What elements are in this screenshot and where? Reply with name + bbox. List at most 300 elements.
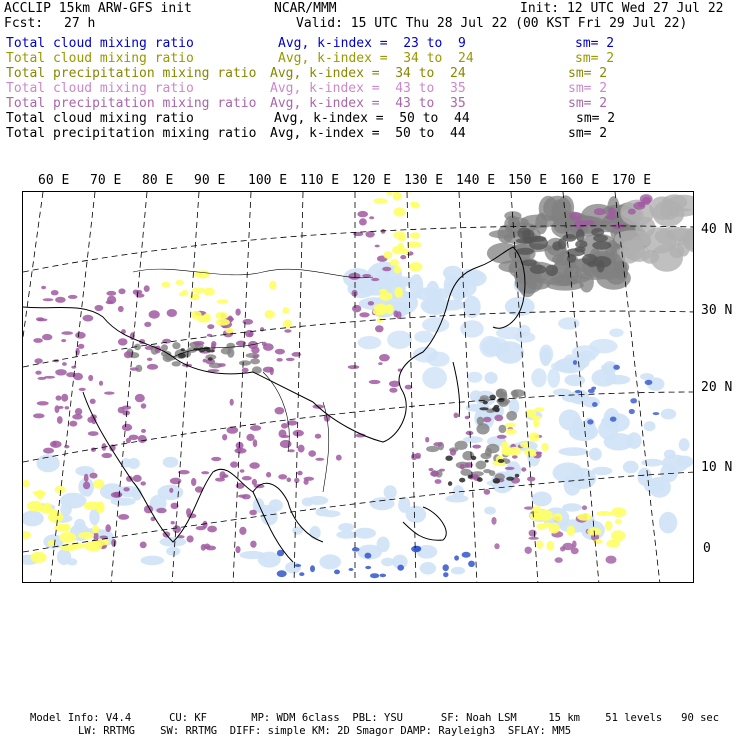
purple-precip-blob <box>122 406 131 410</box>
purple-precip-blob <box>435 479 442 484</box>
purple-precip-blob <box>400 255 406 259</box>
purple-precip-blob <box>118 288 125 294</box>
purple-precip-blob <box>106 291 116 296</box>
purple-precip-blob <box>173 525 181 533</box>
purple-precip-blob <box>297 471 303 476</box>
purple-precip-blob <box>460 464 465 470</box>
purple-precip-blob <box>348 365 360 369</box>
light-cloud-blob <box>23 511 44 527</box>
light-cloud-blob <box>381 558 394 567</box>
purple-precip-blob <box>51 290 59 295</box>
purple-precip-blob <box>102 453 113 458</box>
purple-precip-blob <box>141 429 146 433</box>
purple-precip-blob <box>122 424 132 431</box>
light-cloud-blob <box>166 547 180 556</box>
yellow-cloud-blob <box>216 319 230 326</box>
purple-precip-blob <box>249 510 257 516</box>
blue-cloud-blob <box>629 409 635 414</box>
purple-precip-blob <box>286 358 295 361</box>
blue-cloud-blob <box>587 419 593 424</box>
light-cloud-blob <box>384 485 397 499</box>
yellow-cloud-blob <box>394 266 402 274</box>
purple-precip-blob <box>141 403 147 408</box>
model-info-line2: LW: RRTMG SW: RRTMG DIFF: simple KM: 2D Smagor DAMP: Rayleigh3 SFLAY: MM5 <box>78 725 572 737</box>
yellow-cloud-blob <box>390 259 399 266</box>
longitude-label: 150 E <box>508 173 548 188</box>
field-name: Total precipitation mixing ratio <box>6 96 257 111</box>
gray-cloud-blob <box>239 360 251 365</box>
light-cloud-blob <box>531 368 547 387</box>
light-cloud-blob <box>484 507 496 515</box>
purple-precip-blob <box>55 405 60 413</box>
yellow-cloud-blob <box>373 308 387 315</box>
light-cloud-blob <box>627 432 642 449</box>
purple-precip-blob <box>204 544 211 550</box>
convective-core <box>208 357 213 361</box>
blue-cloud-blob <box>365 566 371 569</box>
purple-precip-blob <box>118 514 129 520</box>
purple-precip-blob <box>606 556 617 564</box>
purple-precip-blob <box>88 431 99 436</box>
light-cloud-blob <box>338 523 354 532</box>
light-cloud-blob <box>414 331 433 343</box>
purple-precip-blob <box>555 557 563 563</box>
purple-precip-blob <box>521 467 526 471</box>
purple-precip-blob <box>308 450 316 457</box>
field-sm: sm= 2 <box>575 36 615 51</box>
yellow-cloud-blob <box>501 448 514 455</box>
purple-precip-blob <box>33 413 45 418</box>
purple-precip-blob <box>91 448 96 452</box>
purple-precip-blob <box>84 474 89 482</box>
light-cloud-blob <box>67 558 77 565</box>
blue-cloud-blob <box>630 398 637 403</box>
purple-precip-blob <box>594 208 606 215</box>
gray-cloud-blob <box>516 248 534 255</box>
convective-core <box>181 348 185 351</box>
light-cloud-blob <box>559 447 589 456</box>
yellow-cloud-blob <box>393 192 402 201</box>
blue-cloud-blob <box>352 547 360 551</box>
gray-cloud-blob <box>476 461 487 470</box>
gray-cloud-blob <box>546 265 558 276</box>
light-cloud-blob <box>505 297 535 316</box>
yellow-cloud-blob <box>265 310 275 319</box>
gray-cloud-blob <box>660 200 679 220</box>
blue-cloud-blob <box>370 573 379 578</box>
purple-precip-blob <box>75 332 86 339</box>
purple-precip-blob <box>136 293 145 297</box>
yellow-cloud-blob <box>225 328 234 333</box>
purple-precip-blob <box>369 380 381 384</box>
blue-cloud-blob <box>613 365 620 370</box>
light-cloud-blob <box>141 556 165 566</box>
light-cloud-blob <box>676 456 693 468</box>
blue-cloud-blob <box>397 565 404 571</box>
light-cloud-blob <box>422 367 447 389</box>
gray-cloud-blob <box>669 244 684 258</box>
blue-cloud-blob <box>310 565 315 572</box>
light-cloud-blob <box>445 495 468 503</box>
yellow-cloud-blob <box>505 423 516 428</box>
longitude-line <box>172 192 199 583</box>
light-cloud-blob <box>463 436 483 443</box>
light-cloud-blob <box>592 467 613 475</box>
longitude-line <box>233 192 251 583</box>
purple-precip-blob <box>628 209 636 215</box>
purple-precip-blob <box>122 410 130 415</box>
light-cloud-blob <box>558 317 579 329</box>
light-cloud-blob <box>661 409 676 420</box>
gray-cloud-blob <box>221 348 232 355</box>
yellow-cloud-blob <box>596 511 612 516</box>
field-name: Total cloud mixing ratio <box>6 111 194 126</box>
blue-cloud-blob <box>380 574 387 578</box>
purple-precip-blob <box>242 494 251 499</box>
purple-precip-blob <box>123 487 129 491</box>
purple-precip-blob <box>203 359 207 363</box>
purple-precip-blob <box>454 413 459 419</box>
purple-precip-blob <box>287 478 292 483</box>
purple-precip-blob <box>124 351 133 358</box>
light-cloud-blob <box>532 492 552 507</box>
yellow-cloud-blob <box>531 416 541 421</box>
purple-precip-blob <box>41 286 46 290</box>
purple-precip-blob <box>135 394 145 402</box>
purple-precip-blob <box>68 295 78 299</box>
country-border <box>133 269 373 278</box>
purple-precip-blob <box>235 546 240 553</box>
convective-core <box>459 478 465 483</box>
gray-cloud-blob <box>172 361 181 366</box>
light-cloud-blob <box>302 497 314 506</box>
light-cloud-blob <box>434 300 466 311</box>
purple-precip-blob <box>640 194 653 204</box>
purple-precip-blob <box>78 344 85 349</box>
yellow-cloud-blob <box>93 479 104 489</box>
purple-precip-blob <box>83 482 90 490</box>
field-avg: Avg, k-index = 23 to 9 <box>278 36 466 51</box>
field-avg: Avg, k-index = 43 to 35 <box>270 96 466 111</box>
yellow-cloud-blob <box>217 299 229 303</box>
purple-precip-blob <box>527 477 535 482</box>
gray-cloud-blob <box>552 241 561 250</box>
longitude-label: 120 E <box>352 173 392 188</box>
purple-precip-blob <box>571 547 579 554</box>
purple-precip-blob <box>218 363 226 367</box>
purple-precip-blob <box>494 415 503 422</box>
purple-precip-blob <box>43 448 54 454</box>
purple-precip-blob <box>239 527 246 535</box>
yellow-cloud-blob <box>203 288 215 296</box>
purple-precip-blob <box>144 322 151 327</box>
valid-time: Valid: 15 UTC Thu 28 Jul 22 (00 KST Fri 29 Jul 22) <box>296 16 688 31</box>
light-cloud-blob <box>358 336 382 349</box>
purple-precip-blob <box>71 366 76 369</box>
purple-precip-blob <box>33 338 43 343</box>
yellow-cloud-blob <box>529 432 539 441</box>
light-cloud-blob <box>644 421 656 431</box>
yellow-cloud-blob <box>577 513 591 521</box>
yellow-cloud-blob <box>505 429 516 435</box>
purple-precip-blob <box>484 489 491 495</box>
light-cloud-blob <box>569 423 598 441</box>
yellow-cloud-blob <box>409 262 422 272</box>
latitude-label: 40 N <box>701 222 733 237</box>
blue-cloud-blob <box>299 572 304 576</box>
gray-cloud-blob <box>485 448 492 457</box>
purple-precip-blob <box>284 329 291 332</box>
convective-core <box>485 460 489 463</box>
field-name: Total precipitation mixing ratio <box>6 66 257 81</box>
yellow-cloud-blob <box>62 524 71 531</box>
purple-precip-blob <box>207 324 214 329</box>
purple-precip-blob <box>415 453 421 458</box>
purple-precip-blob <box>201 471 209 474</box>
yellow-cloud-blob <box>175 280 184 285</box>
light-cloud-blob <box>518 325 531 336</box>
purple-precip-blob <box>315 458 324 461</box>
purple-precip-blob <box>187 535 194 542</box>
yellow-cloud-blob <box>553 513 562 522</box>
purple-precip-blob <box>396 311 402 319</box>
longitude-label: 90 E <box>194 173 226 188</box>
field-sm: sm= 2 <box>568 126 608 141</box>
purple-precip-blob <box>235 309 240 316</box>
longitude-label: 70 E <box>90 173 122 188</box>
yellow-cloud-blob <box>534 407 544 412</box>
convective-core <box>506 477 514 481</box>
light-cloud-blob <box>460 320 484 337</box>
purple-precip-blob <box>371 278 379 281</box>
yellow-cloud-blob <box>383 251 392 258</box>
gray-cloud-blob <box>455 441 468 450</box>
blue-cloud-blob <box>588 389 595 393</box>
purple-precip-blob <box>95 305 104 311</box>
init-time: Init: 12 UTC Wed 27 Jul 22 <box>520 1 724 16</box>
light-cloud-blob <box>598 420 618 440</box>
purple-precip-blob <box>430 471 439 477</box>
field-sm: sm= 2 <box>575 51 615 66</box>
light-cloud-blob <box>285 562 301 574</box>
longitude-label: 100 E <box>248 173 288 188</box>
longitude-line <box>111 192 147 583</box>
purple-precip-blob <box>525 547 532 554</box>
gray-cloud-blob <box>591 228 604 236</box>
light-cloud-blob <box>422 317 449 332</box>
purple-precip-blob <box>62 362 67 366</box>
purple-precip-blob <box>133 475 142 482</box>
purple-precip-blob <box>483 417 491 423</box>
light-cloud-blob <box>641 459 663 467</box>
convective-core <box>468 475 472 479</box>
purple-precip-blob <box>64 445 69 448</box>
purple-precip-blob <box>35 371 41 375</box>
longitude-line <box>50 192 95 583</box>
yellow-cloud-blob <box>373 198 387 204</box>
light-cloud-blob <box>467 372 482 383</box>
yellow-cloud-blob <box>546 541 554 551</box>
yellow-cloud-blob <box>536 540 543 548</box>
blue-cloud-blob <box>413 546 421 552</box>
purple-precip-blob <box>118 306 124 312</box>
purple-precip-blob <box>246 434 254 441</box>
convective-core <box>498 459 505 463</box>
gray-cloud-blob <box>635 217 655 238</box>
field-sm: sm= 2 <box>576 111 616 126</box>
purple-precip-blob <box>359 218 367 225</box>
field-sm: sm= 2 <box>568 81 608 96</box>
purple-precip-blob <box>472 445 481 449</box>
yellow-cloud-blob <box>23 531 31 539</box>
purple-precip-blob <box>389 388 397 393</box>
purple-precip-blob <box>113 492 122 498</box>
yellow-cloud-blob <box>394 207 406 216</box>
gray-cloud-blob <box>499 425 507 433</box>
purple-precip-blob <box>167 309 177 317</box>
purple-precip-blob <box>61 394 68 402</box>
purple-precip-blob <box>140 481 146 485</box>
gray-cloud-blob <box>476 423 489 434</box>
purple-precip-blob <box>389 381 400 387</box>
light-cloud-blob <box>565 374 586 386</box>
light-cloud-blob <box>679 438 690 451</box>
purple-precip-blob <box>37 401 49 405</box>
yellow-cloud-blob <box>91 539 109 546</box>
gray-cloud-blob <box>498 225 514 244</box>
purple-precip-blob <box>149 310 160 318</box>
purple-precip-blob <box>55 369 67 375</box>
purple-precip-blob <box>582 505 587 510</box>
light-cloud-blob <box>451 567 465 575</box>
purple-precip-blob <box>365 231 374 238</box>
yellow-cloud-blob <box>392 246 405 255</box>
light-cloud-blob <box>479 336 500 358</box>
convective-core <box>198 347 205 352</box>
fcst-value: 27 h <box>64 16 96 31</box>
field-avg: Avg, k-index = 34 to 24 <box>270 66 466 81</box>
longitude-label: 60 E <box>38 173 70 188</box>
purple-precip-blob <box>169 488 173 493</box>
yellow-cloud-blob <box>30 552 46 563</box>
purple-precip-blob <box>79 388 86 391</box>
purple-precip-blob <box>465 416 470 419</box>
convective-core <box>515 474 519 478</box>
longitude-label: 130 E <box>404 173 444 188</box>
yellow-cloud-blob <box>386 192 392 196</box>
blue-cloud-blob <box>334 570 340 575</box>
longitude-label: 140 E <box>456 173 496 188</box>
purple-precip-blob <box>381 229 386 234</box>
blue-cloud-blob <box>277 570 287 577</box>
blue-cloud-blob <box>575 390 581 393</box>
purple-precip-blob <box>433 442 442 446</box>
field-name: Total cloud mixing ratio <box>6 51 194 66</box>
purple-precip-blob <box>357 211 368 217</box>
purple-precip-blob <box>43 298 54 301</box>
light-cloud-blob <box>548 368 561 388</box>
light-cloud-blob <box>163 457 179 468</box>
convective-core <box>493 478 500 483</box>
fcst-label: Fcst: <box>4 16 44 31</box>
light-cloud-blob <box>562 503 582 511</box>
purple-precip-blob <box>294 478 299 483</box>
purple-precip-blob <box>450 449 456 456</box>
purple-precip-blob <box>528 537 539 540</box>
gray-cloud-blob <box>576 229 585 242</box>
purple-precip-blob <box>144 285 150 292</box>
yellow-cloud-blob <box>549 523 560 534</box>
purple-precip-blob <box>170 478 182 485</box>
blue-cloud-blob <box>365 553 372 559</box>
purple-precip-blob <box>275 349 285 355</box>
purple-precip-blob <box>104 392 115 395</box>
field-name: Total precipitation mixing ratio <box>6 126 257 141</box>
purple-precip-blob <box>193 341 205 345</box>
purple-precip-blob <box>126 438 131 443</box>
purple-precip-blob <box>118 338 128 345</box>
purple-precip-blob <box>56 395 62 400</box>
purple-precip-blob <box>69 421 77 427</box>
purple-precip-blob <box>315 434 321 439</box>
convective-core <box>483 401 488 405</box>
purple-precip-blob <box>89 473 97 479</box>
yellow-cloud-blob <box>78 532 94 539</box>
gray-cloud-blob <box>597 260 605 273</box>
light-cloud-blob <box>420 562 436 575</box>
purple-precip-blob <box>186 508 191 516</box>
blue-cloud-blob <box>443 564 449 571</box>
convective-core <box>494 408 499 412</box>
purple-precip-blob <box>497 435 507 439</box>
blue-cloud-blob <box>645 380 653 385</box>
yellow-cloud-blob <box>536 523 546 529</box>
blue-cloud-blob <box>443 572 448 577</box>
purple-precip-blob <box>439 469 445 472</box>
light-cloud-blob <box>398 497 410 513</box>
yellow-cloud-blob <box>394 287 403 298</box>
yellow-cloud-blob <box>379 289 387 294</box>
purple-precip-blob <box>34 358 42 363</box>
purple-precip-blob <box>250 541 256 548</box>
purple-precip-blob <box>36 317 44 321</box>
purple-precip-blob <box>171 521 175 524</box>
convective-core <box>206 347 210 352</box>
yellow-cloud-blob <box>269 281 276 290</box>
purple-precip-blob <box>191 478 196 486</box>
longitude-label: 80 E <box>142 173 174 188</box>
yellow-cloud-blob <box>407 241 422 247</box>
purple-precip-blob <box>362 274 371 278</box>
field-sm: sm= 2 <box>568 96 608 111</box>
convective-core <box>489 395 496 400</box>
model-title: ACCLIP 15km ARW-GFS init <box>4 1 192 16</box>
field-avg: Avg, k-index = 43 to 35 <box>270 81 466 96</box>
purple-precip-blob <box>569 212 582 220</box>
light-cloud-blob <box>319 554 341 569</box>
light-cloud-blob <box>261 508 278 525</box>
yellow-cloud-blob <box>59 532 76 543</box>
yellow-cloud-blob <box>524 449 536 456</box>
yellow-cloud-blob <box>161 282 170 288</box>
purple-precip-blob <box>90 399 96 404</box>
light-cloud-blob <box>589 339 617 353</box>
purple-precip-blob <box>156 508 166 514</box>
purple-precip-blob <box>52 441 56 447</box>
purple-precip-blob <box>211 457 221 461</box>
yellow-cloud-blob <box>397 236 406 241</box>
purple-precip-blob <box>572 541 577 548</box>
